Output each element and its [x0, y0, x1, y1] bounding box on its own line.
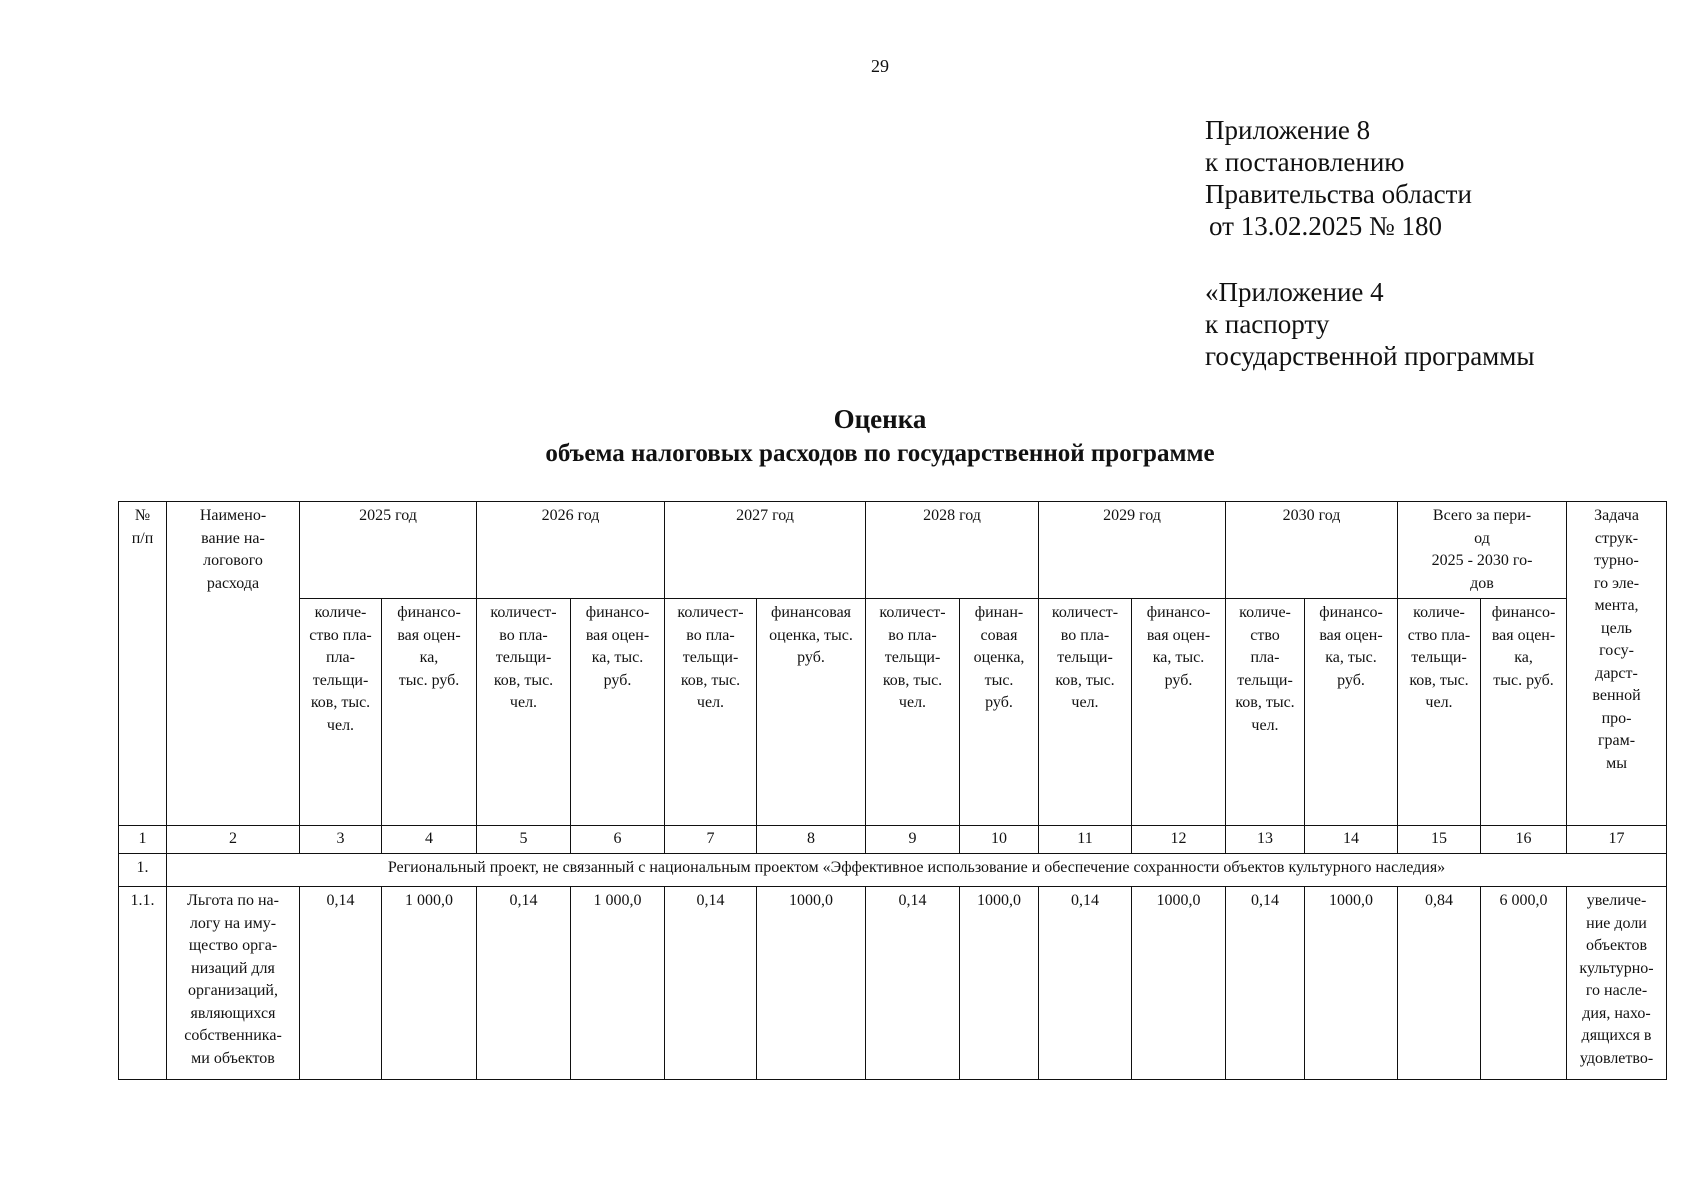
column-number: 10 [960, 826, 1039, 854]
subheader-cell: количест- во пла- тельщи- ков, тыс. чел. [477, 599, 571, 826]
column-number: 14 [1305, 826, 1398, 854]
column-number: 8 [757, 826, 866, 854]
section-number: 1. [119, 854, 167, 887]
subheader-cell: количест- во пла- тельщи- ков, тыс. чел. [866, 599, 960, 826]
subheader-cell: финансовая оценка, тыс. руб. [757, 599, 866, 826]
subheader-cell: финан- совая оценка, тыс. руб. [960, 599, 1039, 826]
subheader-cell: финансо- вая оцен- ка, тыс. руб. [382, 599, 477, 826]
row-number: 1.1. [119, 887, 167, 1080]
document-subtitle: объема налоговых расходов по государственной программе [545, 440, 1215, 467]
column-number: 9 [866, 826, 960, 854]
value-cell: 1000,0 [1305, 887, 1398, 1080]
subheader-cell: количе- ство пла- пла- тельщи- ков, тыс. чел. [300, 599, 382, 826]
column-number: 16 [1481, 826, 1567, 854]
appendix-line: Правительства области [1205, 179, 1472, 209]
appendix-line: Приложение 8 [1205, 115, 1371, 145]
section-title: Региональный проект, не связанный с национальным проектом «Эффективное использование и обеспечение сохранности объектов культурного наследия» [167, 854, 1667, 887]
appendix-line: к паспорту [1205, 309, 1330, 339]
value-cell: 1 000,0 [571, 887, 665, 1080]
value-cell: 1000,0 [960, 887, 1039, 1080]
appendix-block-4 [1205, 276, 1535, 372]
subheader-cell: финансо- вая оцен- ка, тыс. руб. [1305, 599, 1398, 826]
subheader-cell: количе- ство пла- тельщи- ков, тыс. чел. [1398, 599, 1481, 826]
column-number: 6 [571, 826, 665, 854]
appendix-line: государственной программы [1205, 341, 1535, 371]
subheader-cell: количест- во пла- тельщи- ков, тыс. чел. [665, 599, 757, 826]
subheader-cell: количест- во пла- тельщи- ков, тыс. чел. [1039, 599, 1132, 826]
year-header: 2027 год [665, 502, 866, 599]
value-cell: 1000,0 [757, 887, 866, 1080]
column-number: 3 [300, 826, 382, 854]
column-number: 15 [1398, 826, 1481, 854]
column-number: 7 [665, 826, 757, 854]
year-header: 2026 год [477, 502, 665, 599]
year-header: 2029 год [1039, 502, 1226, 599]
appendix-line: от 13.02.2025 № 180 [1209, 211, 1442, 241]
value-cell: 6 000,0 [1481, 887, 1567, 1080]
value-cell: 0,14 [665, 887, 757, 1080]
subheader-cell: количе- ство пла- тельщи- ков, тыс. чел. [1226, 599, 1305, 826]
value-cell: 0,14 [866, 887, 960, 1080]
document-title: Оценка [833, 404, 927, 434]
year-header: 2028 год [866, 502, 1039, 599]
column-number: 5 [477, 826, 571, 854]
value-cell: 0,14 [1039, 887, 1132, 1080]
column-number: 1 [119, 826, 167, 854]
row-name: Льгота по на- логу на иму- щество орга- низаций для организаций, являющихся собственника- ми объектов [167, 887, 300, 1080]
year-header: 2030 год [1226, 502, 1398, 599]
value-cell: 1000,0 [1132, 887, 1226, 1080]
page-number: 29 [871, 56, 889, 76]
column-number: 13 [1226, 826, 1305, 854]
value-cell: 0,14 [300, 887, 382, 1080]
appendix-line: к постановлению [1205, 147, 1405, 177]
value-cell: 0,14 [1226, 887, 1305, 1080]
row-task: увеличе- ние доли объектов культурно- го насле- дия, нахо- дящихся в удовлетво- [1567, 887, 1667, 1080]
col-name-header: Наимено- вание на- логового расхода [167, 502, 300, 826]
subheader-cell: финансо- вая оцен- ка, тыс. руб. [571, 599, 665, 826]
table-row [119, 887, 1667, 1080]
column-number: 2 [167, 826, 300, 854]
total-period-header: Всего за пери- од 2025 - 2030 го- дов [1398, 502, 1567, 599]
task-header: Задача струк- турно- го эле- мента, цель госу- дарст- венной про- грам- мы [1567, 502, 1667, 826]
header-row [119, 502, 1667, 599]
year-header: 2025 год [300, 502, 477, 599]
column-numbers-row [119, 826, 1667, 854]
subheader-cell: финансо- вая оцен- ка, тыс. руб. [1132, 599, 1226, 826]
section-row [119, 854, 1667, 887]
value-cell: 0,84 [1398, 887, 1481, 1080]
appendix-line: «Приложение 4 [1205, 277, 1384, 307]
tax-expenditure-table [118, 501, 1667, 1080]
column-number: 11 [1039, 826, 1132, 854]
column-number: 4 [382, 826, 477, 854]
col-number-header: № п/п [119, 502, 167, 826]
column-number: 12 [1132, 826, 1226, 854]
value-cell: 0,14 [477, 887, 571, 1080]
appendix-block-8 [1205, 114, 1472, 242]
subheader-row [119, 599, 1667, 826]
column-number: 17 [1567, 826, 1667, 854]
subheader-cell: финансо- вая оцен- ка, тыс. руб. [1481, 599, 1567, 826]
value-cell: 1 000,0 [382, 887, 477, 1080]
